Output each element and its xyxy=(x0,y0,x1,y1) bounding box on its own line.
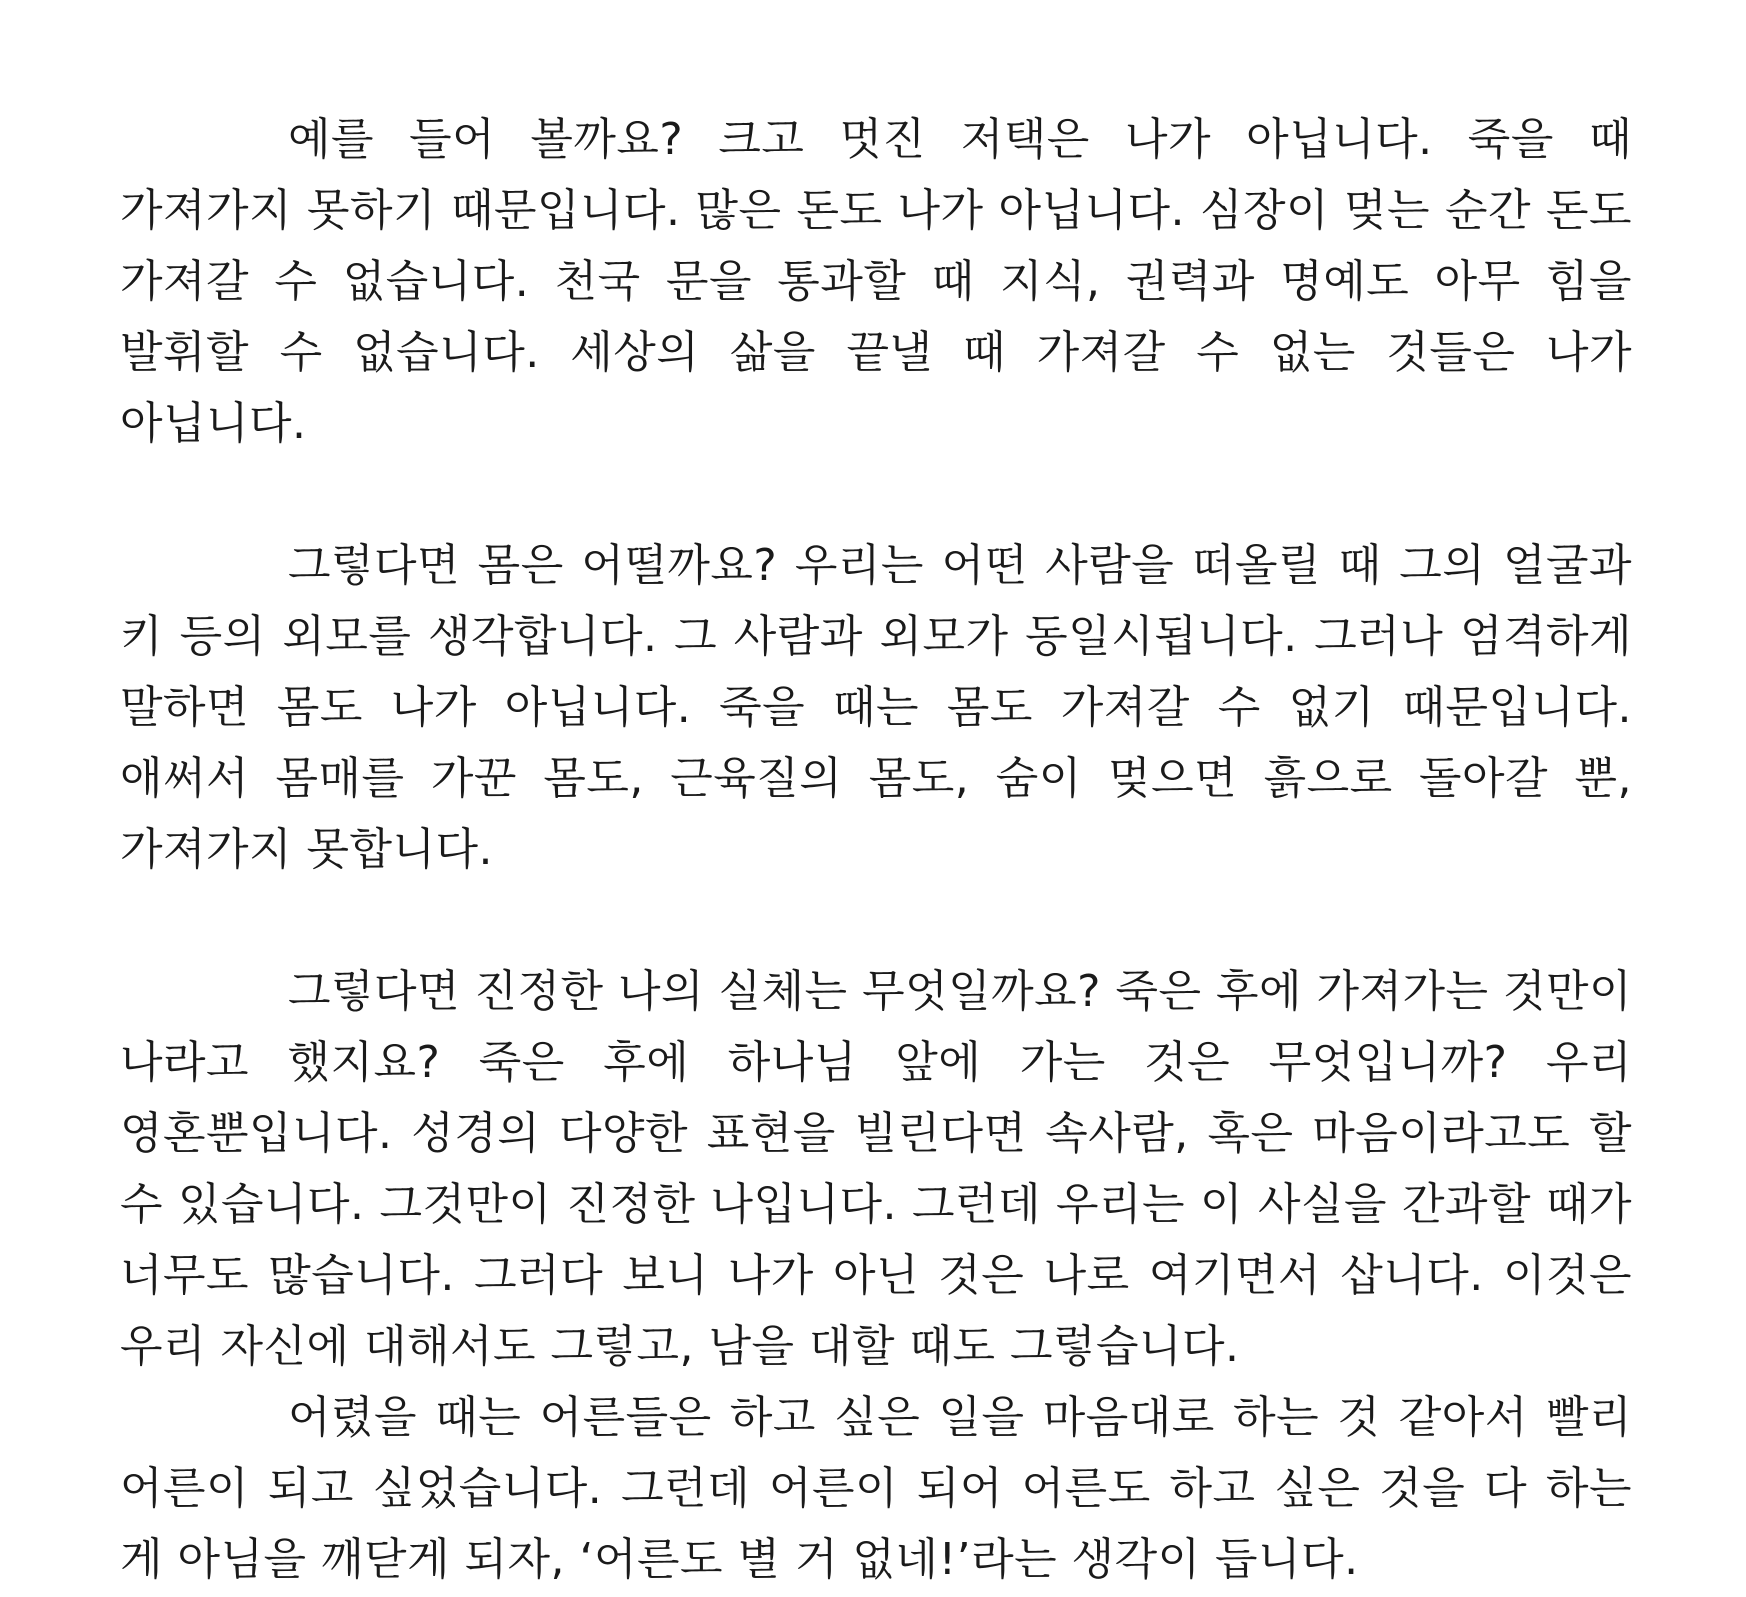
paragraph-2: 그렇다면 몸은 어떨까요? 우리는 어떤 사람을 떠올릴 때 그의 얼굴과 키 등의 외모를 생각합니다. 그 사람과 외모가 동일시됩니다. 그러나 엄격하게 말하면 몸도 나가 아닙니다. 죽을 때는 몸도 가져갈 수 없기 때문입니다. 애써서 몸매를 가꾼 몸도, 근육질의 몸도, 숨이 멎으면 흙으로 돌아갈 뿐, 가져가지 못합니다. xyxy=(120,540,1632,875)
document-body xyxy=(120,104,1632,1595)
paragraph-spacer xyxy=(120,885,1632,956)
paragraph-spacer xyxy=(120,459,1632,530)
paragraph-4: 어렸을 때는 어른들은 하고 싶은 일을 마음대로 하는 것 같아서 빨리 어른이 되고 싶었습니다. 그런데 어른이 되어 어른도 하고 싶은 것을 다 하는 게 아님을 깨닫게 되자, ‘어른도 별 거 없네!’라는 생각이 듭니다. xyxy=(120,1392,1633,1585)
paragraph-3: 그렇다면 진정한 나의 실체는 무엇일까요? 죽은 후에 가져가는 것만이 나라고 했지요? 죽은 후에 하나님 앞에 가는 것은 무엇입니까? 우리 영혼뿐입니다. 성경의 다양한 표현을 빌린다면 속사람, 혹은 마음이라고도 할 수 있습니다. 그것만이 진정한 나입니다. 그런데 우리는 이 사실을 간과할 때가 너무도 많습니다. 그러다 보니 나가 아닌 것은 나로 여기면서 삽니다. 이것은 우리 자신에 대해서도 그렇고, 남을 대할 때도 그렇습니다. xyxy=(120,966,1632,1372)
paragraph-1: 예를 들어 볼까요? 크고 멋진 저택은 나가 아닙니다. 죽을 때 가져가지 못하기 때문입니다. 많은 돈도 나가 아닙니다. 심장이 멎는 순간 돈도 가져갈 수 없습니다. 천국 문을 통과할 때 지식, 권력과 명예도 아무 힘을 발휘할 수 없습니다. 세상의 삶을 끝낼 때 가져갈 수 없는 것들은 나가 아닙니다. xyxy=(120,114,1632,449)
